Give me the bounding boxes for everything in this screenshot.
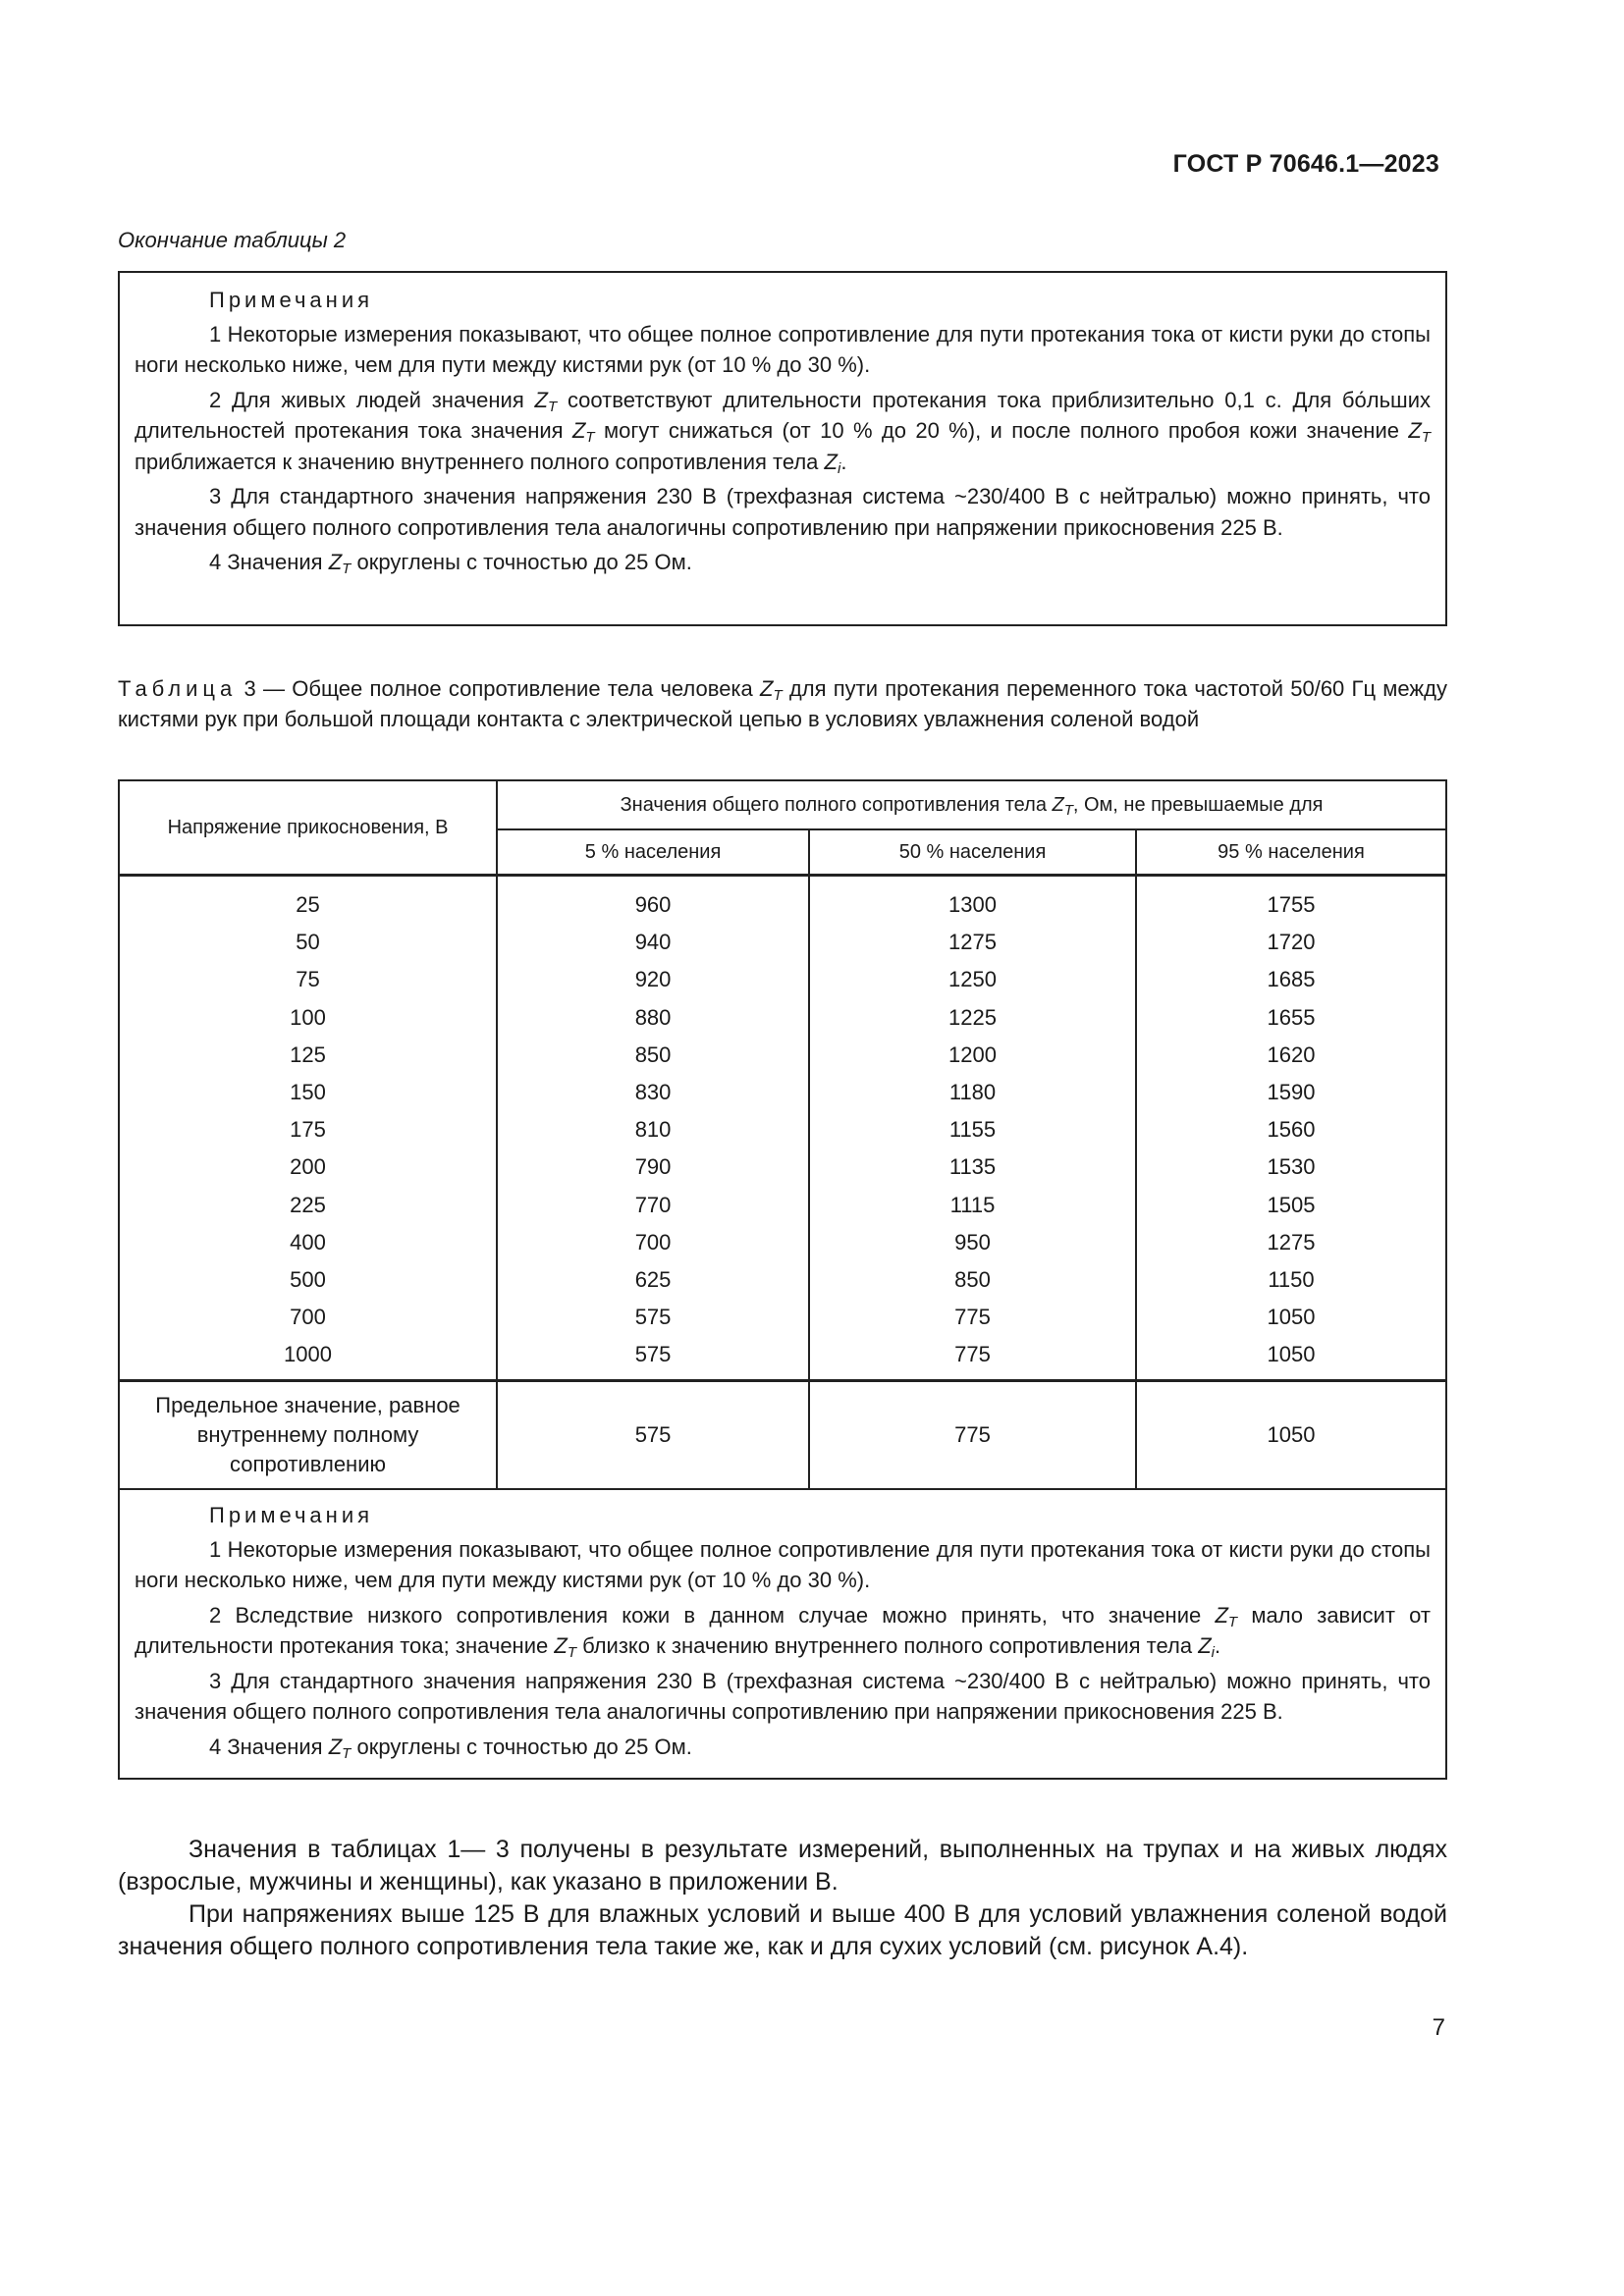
value-95-cell: 1150: [1136, 1261, 1446, 1299]
table-row: [119, 999, 1446, 1037]
voltage-cell: 150: [119, 1074, 497, 1111]
table-row: [119, 1074, 1446, 1111]
limit-label: Предельное значение, равное внутреннему полному сопротивлению: [119, 1381, 497, 1490]
symbol-z: Z: [1215, 1602, 1228, 1628]
value-5-cell: 790: [497, 1148, 809, 1186]
table-row: [119, 1299, 1446, 1336]
limit-value-50: 775: [809, 1381, 1136, 1490]
value-5-cell: 575: [497, 1299, 809, 1336]
note-4: [135, 547, 1431, 578]
note-text: округлены с точностью до 25 Ом.: [356, 1734, 692, 1759]
value-50-cell: 950: [809, 1224, 1136, 1261]
symbol-z: Z: [824, 449, 838, 474]
table-row: [119, 876, 1446, 925]
header-5-percent: 5 % населения: [497, 829, 809, 876]
symbol-z: Z: [328, 550, 343, 574]
table3-notes: [119, 1489, 1446, 1779]
value-50-cell: 1275: [809, 924, 1136, 961]
symbol-zi: [1198, 1633, 1216, 1662]
voltage-cell: 200: [119, 1148, 497, 1186]
note-text: мало зависит от длительности протекания тока; значение: [135, 1602, 1431, 1659]
voltage-cell: 700: [119, 1299, 497, 1336]
symbol-zt: [760, 676, 783, 704]
symbol-zt: [1215, 1603, 1237, 1628]
value-5-cell: 960: [497, 876, 809, 925]
symbol-zt: [328, 550, 352, 577]
symbol-zt: [571, 418, 595, 446]
value-95-cell: 1275: [1136, 1224, 1446, 1261]
value-50-cell: 1300: [809, 876, 1136, 925]
value-50-cell: 1135: [809, 1148, 1136, 1186]
symbol-sub-t: T: [773, 687, 783, 704]
symbol-z: Z: [554, 1633, 568, 1659]
value-50-cell: 1225: [809, 999, 1136, 1037]
symbol-sub-t: T: [585, 429, 595, 446]
value-50-cell: 775: [809, 1299, 1136, 1336]
table3: [118, 779, 1447, 1780]
symbol-z: Z: [1408, 418, 1422, 443]
symbol-z: Z: [760, 676, 774, 701]
value-95-cell: 1620: [1136, 1037, 1446, 1074]
limit-value-5: 575: [497, 1381, 809, 1490]
symbol-zt: [554, 1633, 576, 1662]
voltage-cell: 50: [119, 924, 497, 961]
table-label: Таблица: [118, 676, 238, 701]
symbol-z: Z: [328, 1734, 343, 1759]
table-row: [119, 924, 1446, 961]
note-text: 2 Вследствие низкого сопротивления кожи в данном случае можно принять, что значение: [209, 1602, 1202, 1628]
note-text: приближается к значению внутреннего полного сопротивления тела: [135, 449, 819, 474]
value-95-cell: 1720: [1136, 924, 1446, 961]
note-text: округлены с точностью до 25 Ом.: [356, 550, 692, 574]
note-1: 1 Некоторые измерения показывают, что общее полное сопротивление для пути протекания тока от кисти руки до стопы ноги несколько ниже, чем для пути между кистями рук (от 10 % до 30 %).: [135, 1536, 1431, 1593]
header-text: , Ом, не превышаемые для: [1072, 793, 1324, 816]
value-50-cell: 1155: [809, 1111, 1136, 1148]
table-row: [119, 1111, 1446, 1148]
symbol-sub-t: T: [1227, 1613, 1238, 1630]
note-1: 1 Некоторые измерения показывают, что общее полное сопротивление для пути протекания тока от кисти руки до стопы ноги несколько ниже, чем для пути между кистями рук (от 10 % до 30 %).: [135, 321, 1431, 377]
voltage-cell: 75: [119, 961, 497, 998]
value-95-cell: 1560: [1136, 1111, 1446, 1148]
value-5-cell: 880: [497, 999, 809, 1037]
value-50-cell: 850: [809, 1261, 1136, 1299]
value-95-cell: 1685: [1136, 961, 1446, 998]
symbol-zt: [534, 387, 558, 415]
voltage-cell: 225: [119, 1187, 497, 1224]
value-50-cell: 1180: [809, 1074, 1136, 1111]
symbol-z: Z: [1198, 1633, 1212, 1659]
notes-heading: Примечания: [209, 1503, 374, 1528]
value-5-cell: 850: [497, 1037, 809, 1074]
voltage-cell: 100: [119, 999, 497, 1037]
value-5-cell: 920: [497, 961, 809, 998]
table-row: [119, 1336, 1446, 1381]
note-2: 2 Для живых людей значения $Z_T$ соответствуют длительности протекания тока приблизительно 0,1 с. Для бо́льших длительностей протекания тока значения $Z_T$ могут снижаться (от 10 % до 20 %), и после полного пробоя кожи значение $Z_T$ приближается к значению внутреннего полного сопротивления тела $Z_i$.: [135, 387, 1431, 477]
header-voltage: Напряжение прикосновения, В: [119, 780, 497, 876]
table-body: [119, 876, 1446, 1381]
value-50-cell: 775: [809, 1336, 1136, 1381]
note-text: соответствуют длительности протекания тока приблизительно 0,1 с. Для бо́льших длительностей протекания тока значения: [135, 387, 1431, 443]
value-50-cell: 1115: [809, 1187, 1136, 1224]
value-50-cell: 1250: [809, 961, 1136, 998]
caption-text: для пути протекания переменного тока частотой 50/60 Гц между кистями рук при большой площади контакта с электрической цепью в условиях увлажнения соленой водой: [118, 676, 1447, 731]
note-text: близко к значению внутреннего полного сопротивления тела: [582, 1633, 1193, 1659]
table-row: [119, 1261, 1446, 1299]
value-5-cell: 700: [497, 1224, 809, 1261]
caption-text: 3 — Общее полное сопротивление тела человека: [244, 676, 753, 701]
note-4: [135, 1732, 1431, 1763]
value-95-cell: 1050: [1136, 1336, 1446, 1381]
value-5-cell: 830: [497, 1074, 809, 1111]
value-5-cell: 575: [497, 1336, 809, 1381]
table-row: [119, 1187, 1446, 1224]
symbol-sub-t: T: [547, 398, 558, 415]
symbol-sub-t: T: [567, 1644, 576, 1662]
symbol-sub-t: T: [1421, 429, 1431, 446]
symbol-sub-i: i: [1211, 1644, 1216, 1662]
value-95-cell: 1505: [1136, 1187, 1446, 1224]
value-5-cell: 810: [497, 1111, 809, 1148]
header-95-percent: 95 % населения: [1136, 829, 1446, 876]
value-95-cell: 1590: [1136, 1074, 1446, 1111]
table-continuation-title: Окончание таблицы 2: [118, 228, 347, 252]
value-50-cell: 1200: [809, 1037, 1136, 1074]
voltage-cell: 125: [119, 1037, 497, 1074]
header-text: Значения общего полного сопротивления тела: [620, 793, 1047, 816]
voltage-cell: 500: [119, 1261, 497, 1299]
table-row: [119, 1224, 1446, 1261]
voltage-cell: 1000: [119, 1336, 497, 1381]
note-text: 2 Для живых людей значения: [209, 387, 524, 412]
table2-notes-box: [118, 271, 1447, 626]
symbol-sub-i: i: [838, 459, 841, 477]
value-5-cell: 625: [497, 1261, 809, 1299]
note-text: могут снижаться (от 10 % до 20 %), и после полного пробоя кожи значение: [603, 418, 1399, 443]
symbol-sub-t: T: [1063, 801, 1073, 819]
note-3: 3 Для стандартного значения напряжения 230 В (трехфазная система ~230/400 В с нейтралью) можно принять, что значения общего полного сопротивления тела аналогичны сопротивлению при напряжении прикосновения 225 В.: [135, 1668, 1431, 1725]
limit-value-95: 1050: [1136, 1381, 1446, 1490]
notes-heading: Примечания: [209, 288, 374, 312]
table-row: [119, 961, 1446, 998]
limit-row: [119, 1381, 1446, 1490]
voltage-cell: 175: [119, 1111, 497, 1148]
symbol-z: Z: [534, 387, 548, 412]
table-row: [119, 1037, 1446, 1074]
symbol-zi: [824, 449, 841, 477]
body-paragraph-2: При напряжениях выше 125 В для влажных условий и выше 400 В для условий увлажнения соленой водой значения общего полного сопротивления тела такие же, как и для сухих условий (см. рисунок А.4).: [118, 1900, 1447, 1960]
symbol-zt: [1408, 418, 1431, 446]
symbol-zt: [1052, 793, 1073, 819]
symbol-z: Z: [571, 418, 586, 443]
standard-code: ГОСТ Р 70646.1—2023: [1172, 150, 1439, 178]
note-2: 2 Вследствие низкого сопротивления кожи в данном случае можно принять, что значение $Z_T$ мало зависит от длительности протекания тока; значение $Z_T$ близко к значению внутреннего полного сопротивления тела $Z_i$.: [135, 1602, 1431, 1662]
value-5-cell: 940: [497, 924, 809, 961]
note-text: 4 Значения: [209, 550, 323, 574]
body-paragraph-1: Значения в таблицах 1— 3 получены в результате измерений, выполненных на трупах и на живых людях (взрослые, мужчины и женщины), как указано в приложении В.: [118, 1836, 1447, 1896]
value-95-cell: 1655: [1136, 999, 1446, 1037]
table-row: [119, 1148, 1446, 1186]
header-50-percent: 50 % населения: [809, 829, 1136, 876]
symbol-zt: [328, 1734, 352, 1762]
symbol-sub-t: T: [342, 1744, 352, 1762]
symbol-z: Z: [1052, 793, 1064, 816]
value-95-cell: 1050: [1136, 1299, 1446, 1336]
note-text: 4 Значения: [209, 1734, 323, 1759]
voltage-cell: 25: [119, 876, 497, 925]
voltage-cell: 400: [119, 1224, 497, 1261]
symbol-sub-t: T: [342, 561, 352, 577]
value-5-cell: 770: [497, 1187, 809, 1224]
page-number: 7: [1432, 2014, 1445, 2041]
value-95-cell: 1530: [1136, 1148, 1446, 1186]
note-3: 3 Для стандартного значения напряжения 230 В (трехфазная система ~230/400 В с нейтралью) можно принять, что значения общего полного сопротивления тела аналогичны сопротивлению при напряжении прикосновения 225 В.: [135, 484, 1431, 540]
value-95-cell: 1755: [1136, 876, 1446, 925]
table3-caption: [118, 673, 1447, 734]
header-impedance-group: [497, 780, 1446, 829]
